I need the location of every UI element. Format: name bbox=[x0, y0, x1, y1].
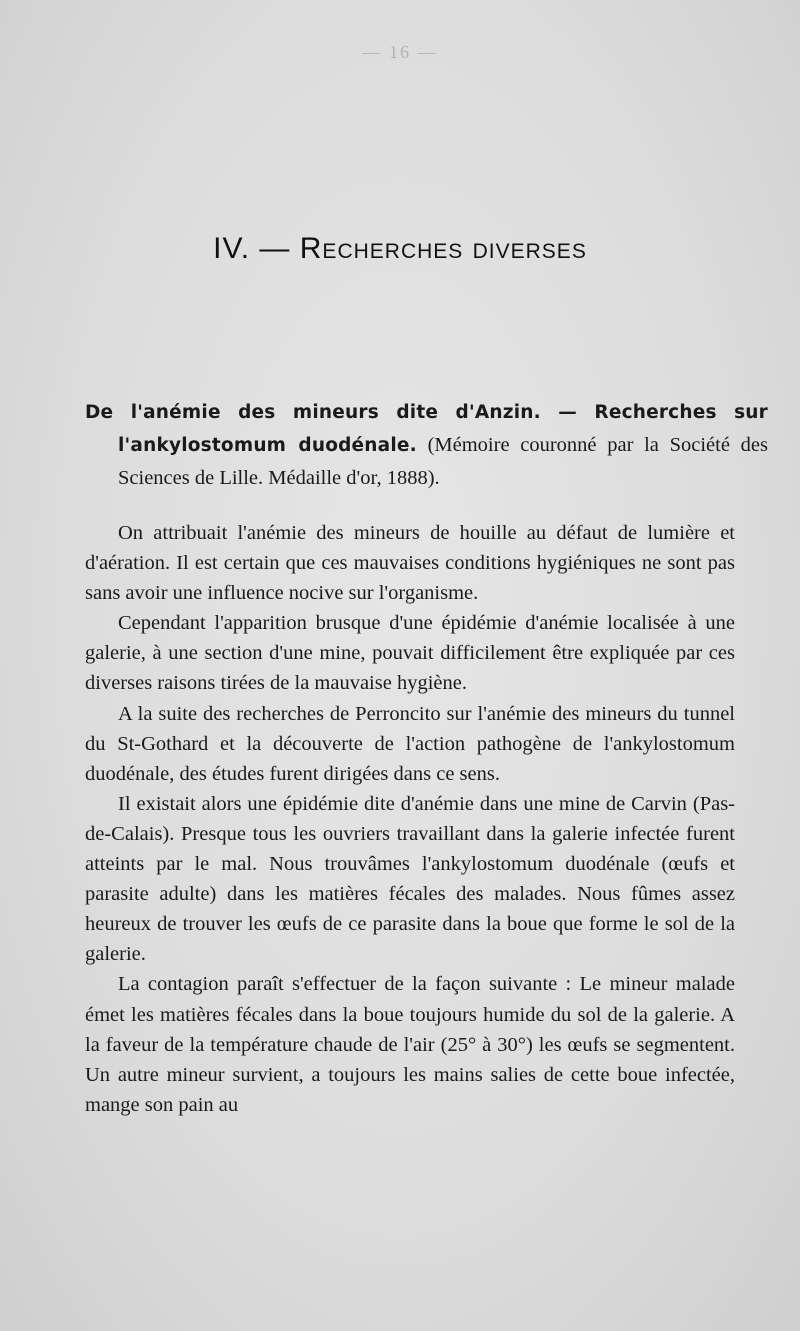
section-title bbox=[0, 232, 800, 266]
article-heading-bold: De l'anémie des mineurs dite d'Anzin. — Recherches sur l'ankylostomum duodénale. bbox=[85, 402, 768, 456]
section-title-text: Recherches diverses bbox=[299, 232, 587, 265]
article-body bbox=[85, 518, 735, 1120]
paragraph: On attribuait l'anémie des mineurs de houille au défaut de lumière et d'aération. Il est certain que ces mauvaises conditions hygiéniques ne sont pas sans avoir une influence nocive sur l'organisme. bbox=[85, 522, 735, 605]
paragraph: La contagion paraît s'effectuer de la façon suivante : Le mineur malade émet les matières fécales dans la boue toujours humide du sol de la galerie. A la faveur de la température chaude de l'air (25° à 30°) les œufs se segmentent. Un autre mineur survient, a toujours les mains salies de cette boue infectée, mange son pain au bbox=[85, 973, 735, 1116]
section-numeral: IV. — bbox=[213, 232, 300, 265]
article-heading bbox=[85, 396, 768, 494]
paragraph: A la suite des recherches de Perroncito sur l'anémie des mineurs du tunnel du St-Gothard et la découverte de l'action pathogène de l'ankylostomum duodénale, des études furent dirigées dans ce sens. bbox=[85, 702, 735, 785]
paragraph: Cependant l'apparition brusque d'une épidémie d'anémie localisée à une galerie, à une section d'une mine, pouvait difficilement être expliquée par ces diverses raisons tirées de la mauvaise hygiène. bbox=[85, 612, 735, 695]
article-heading-note: (Mémoire couronné par la Société des Sciences de Lille. Médaille d'or, 1888). bbox=[118, 434, 768, 489]
page-number: — 16 — bbox=[362, 42, 438, 62]
paragraph: Il existait alors une épidémie dite d'anémie dans une mine de Carvin (Pas-de-Calais). Presque tous les ouvriers travaillant dans la galerie infectée furent atteints par le mal. Nous trouvâmes l'ankylostomum duodénale (œufs et parasite adulte) dans les matières fécales des malades. Nous fûmes assez heureux de trouver les œufs de ce parasite dans la boue que forme le sol de la galerie. bbox=[85, 792, 735, 966]
